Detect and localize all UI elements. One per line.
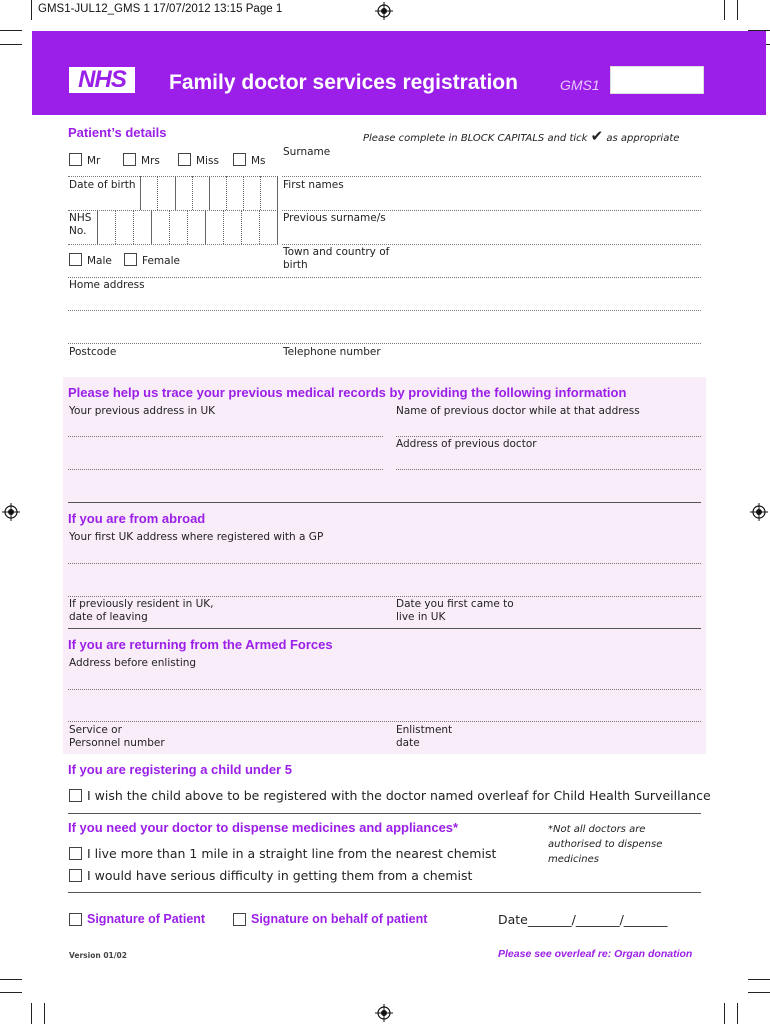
date-came-label: Date you first came to live in UK	[396, 598, 514, 623]
first-names-label: First names	[283, 179, 344, 191]
signature-patient-checkbox[interactable]	[69, 913, 82, 926]
child-surveillance-checkbox[interactable]	[69, 789, 82, 802]
gender-female-checkbox[interactable]	[124, 253, 137, 266]
registration-mark-icon	[375, 1004, 393, 1022]
surname-label: Surname	[283, 146, 331, 158]
signature-behalf-label: Signature on behalf of patient	[251, 912, 428, 926]
gender-male-label: Male	[87, 255, 112, 267]
home-address-field[interactable]	[68, 310, 701, 311]
previous-surnames-field[interactable]	[282, 244, 701, 245]
service-number-label: Service or Personnel number	[69, 724, 165, 749]
dispense-heading: If you need your doctor to dispense medicines and appliances*	[68, 820, 459, 835]
enlistment-date-label: Enlistment date	[396, 724, 453, 749]
tick-icon: ✔	[590, 127, 604, 145]
print-slug: GMS1-JUL12_GMS 1 17/07/2012 13:15 Page 1	[38, 3, 283, 15]
title-ms-checkbox[interactable]	[233, 153, 246, 166]
child-heading: If you are registering a child under 5	[68, 762, 292, 777]
surname-field[interactable]	[282, 176, 701, 177]
crop-mark	[44, 1003, 45, 1024]
title-mr-checkbox[interactable]	[69, 153, 82, 166]
title-mrs-checkbox[interactable]	[123, 153, 136, 166]
crop-mark	[0, 30, 22, 31]
previous-records-panel	[63, 377, 706, 754]
dob-label: Date of birth	[69, 179, 136, 191]
crop-mark	[748, 992, 770, 993]
title-ms-label: Ms	[251, 155, 266, 167]
form-number-box[interactable]	[610, 66, 704, 94]
first-uk-address-label: Your first UK address where registered with a GP	[69, 531, 324, 543]
crop-mark	[748, 979, 770, 980]
form-title: Family doctor services registration	[169, 71, 518, 94]
title-mr-label: Mr	[87, 155, 101, 167]
gender-female-label: Female	[142, 255, 180, 267]
crop-mark	[31, 0, 32, 20]
nhs-number-label: NHS No.	[69, 212, 92, 237]
title-miss-checkbox[interactable]	[178, 153, 191, 166]
patient-details-heading: Patient’s details	[68, 125, 167, 140]
date-leaving-label: If previously resident in UK, date of leaving	[69, 598, 214, 623]
child-surveillance-label: I wish the child above to be registered with the doctor named overleaf for Child Health Surveillance	[87, 788, 711, 803]
postcode-label: Postcode	[69, 346, 117, 358]
address-before-enlisting-field[interactable]	[68, 689, 701, 690]
crop-mark	[0, 992, 22, 993]
prev-doctor-address-field[interactable]	[396, 469, 701, 470]
crop-mark	[737, 1003, 738, 1024]
first-names-field[interactable]	[282, 210, 701, 211]
armed-forces-heading: If you are returning from the Armed Forces	[68, 637, 333, 652]
prev-doctor-address-label: Address of previous doctor	[396, 438, 537, 450]
dispense-difficulty-checkbox[interactable]	[69, 869, 82, 882]
dob-field[interactable]	[140, 176, 278, 210]
dispense-distance-label: I live more than 1 mile in a straight line from the nearest chemist	[87, 846, 497, 861]
town-country-birth-label: Town and country of birth	[283, 246, 390, 271]
crop-mark	[0, 44, 22, 45]
first-uk-address-field[interactable]	[68, 563, 701, 564]
previous-surnames-label: Previous surname/s	[283, 212, 386, 224]
gender-male-checkbox[interactable]	[69, 253, 82, 266]
prev-doctor-label: Name of previous doctor while at that address	[396, 405, 640, 417]
title-mrs-label: Mrs	[141, 155, 160, 167]
registration-mark-icon	[750, 503, 768, 521]
telephone-label: Telephone number	[283, 346, 381, 358]
previous-records-heading: Please help us trace your previous medical records by providing the following information	[68, 385, 627, 400]
block-capitals-instruction: Please complete in BLOCK CAPITALS and tick ✔ as appropriate	[363, 127, 680, 145]
crop-mark	[737, 0, 738, 20]
nhs-logo: NHS	[69, 67, 135, 93]
abroad-heading: If you are from abroad	[68, 511, 206, 526]
nhs-number-field[interactable]	[97, 210, 278, 244]
prev-address-label: Your previous address in UK	[69, 405, 216, 417]
crop-mark	[31, 1003, 32, 1024]
registration-mark-icon	[2, 503, 20, 521]
form-code: GMS1	[560, 77, 600, 93]
title-miss-label: Miss	[196, 155, 219, 167]
prev-address-field[interactable]	[68, 436, 383, 437]
crop-mark	[724, 1003, 725, 1024]
signature-patient-label: Signature of Patient	[87, 912, 206, 926]
address-before-enlisting-label: Address before enlisting	[69, 657, 197, 669]
form-header	[32, 31, 766, 115]
home-address-label: Home address	[69, 279, 145, 291]
crop-mark	[724, 0, 725, 20]
dispense-note: *Not all doctors are authorised to dispense medicines	[548, 824, 663, 865]
crop-mark	[0, 979, 22, 980]
prev-doctor-field[interactable]	[396, 436, 701, 437]
version-label: Version 01/02	[69, 951, 127, 960]
organ-donation-note: Please see overleaf re: Organ donation	[498, 948, 693, 960]
signature-behalf-checkbox[interactable]	[233, 913, 246, 926]
registration-mark-icon	[375, 2, 393, 20]
dispense-difficulty-label: I would have serious difficulty in getting them from a chemist	[87, 868, 473, 883]
dispense-distance-checkbox[interactable]	[69, 847, 82, 860]
signature-date-field[interactable]: Date_______/_______/_______	[498, 912, 668, 927]
